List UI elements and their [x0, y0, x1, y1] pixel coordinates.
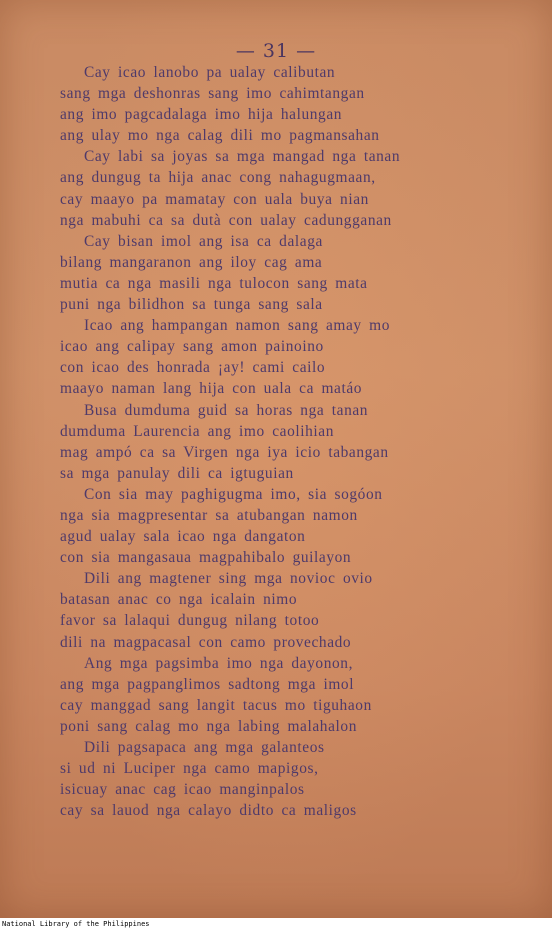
- poem-line: maayo naman lang hija con uala ca matáo: [60, 380, 363, 398]
- page-number: — 31 —: [235, 40, 317, 62]
- poem-line: Icao ang hampangan namon sang amay mo: [84, 317, 391, 335]
- poem-line: mutia ca nga masili nga tulocon sang mata: [60, 274, 368, 292]
- poem-line: ang mga pagpanglimos sadtong mga imol: [60, 675, 355, 693]
- poem-line: poni sang calag mo nga labing malahalon: [60, 717, 357, 735]
- poem-line: cay maayo pa mamatay con uala buya nian: [60, 190, 369, 208]
- poem-line: Cay icao lanobo pa ualay calibutan: [84, 64, 336, 81]
- poem-line: batasan anac co nga icalain nimo: [60, 591, 298, 609]
- library-credit: National Library of the Philippines: [2, 920, 150, 928]
- poem-line: mag ampó ca sa Virgen nga iya icio tabangan: [60, 443, 389, 461]
- poem-line: cay sa lauod nga calayo didto ca maligos: [60, 802, 357, 820]
- poem-text: [60, 62, 510, 821]
- poem-line: Dili pagsapaca ang mga galanteos: [84, 739, 325, 756]
- poem-line: ang ulay mo nga calag dili mo pagmansahan: [60, 127, 380, 145]
- poem-line: bilang mangaranon ang iloy cag ama: [60, 253, 323, 271]
- poem-line: dumduma Laurencia ang imo caolihian: [60, 422, 335, 440]
- poem-line: si ud ni Luciper nga camo mapigos,: [60, 760, 319, 778]
- poem-line: sa mga panulay dili ca igtuguian: [60, 464, 294, 482]
- poem-line: nga mabuhi ca sa dutà con ualay cadungganan: [60, 211, 392, 229]
- poem-line: icao ang calipay sang amon painoino: [60, 338, 324, 356]
- poem-line: sang mga deshonras sang imo cahimtangan: [60, 85, 365, 103]
- poem-line: nga sia magpresentar sa atubangan namon: [60, 506, 358, 524]
- poem-line: Dili ang magtener sing mga novioc ovio: [84, 570, 373, 588]
- poem-line: favor sa lalaqui dungug nilang totoo: [60, 612, 320, 630]
- poem-line: cay manggad sang langit tacus mo tiguhaon: [60, 696, 372, 714]
- poem-line: dili na magpacasal con camo provechado: [60, 633, 352, 651]
- poem-line: ang imo pagcadalaga imo hija halungan: [60, 106, 343, 124]
- poem-line: Cay bisan imol ang isa ca dalaga: [84, 232, 323, 250]
- poem-line: ang dungug ta hija anac cong nahagugmaan,: [60, 169, 376, 187]
- poem-line: Cay labi sa joyas sa mga mangad nga tanan: [84, 148, 401, 166]
- poem-line: Busa dumduma guid sa horas nga tanan: [84, 401, 369, 419]
- poem-line: puni nga bilidhon sa tunga sang sala: [60, 296, 323, 314]
- poem-line: Con sia may paghigugma imo, sia sogóon: [84, 485, 383, 503]
- poem-line: Ang mga pagsimba imo nga dayonon,: [84, 654, 354, 672]
- poem-line: con sia mangasaua magpahibalo guilayon: [60, 549, 352, 567]
- poem-line: isicuay anac cag icao manginpalos: [60, 781, 305, 799]
- poem-line: con icao des honrada ¡ay! cami cailo: [60, 359, 326, 377]
- poem-line: agud ualay sala icao nga dangaton: [60, 528, 306, 546]
